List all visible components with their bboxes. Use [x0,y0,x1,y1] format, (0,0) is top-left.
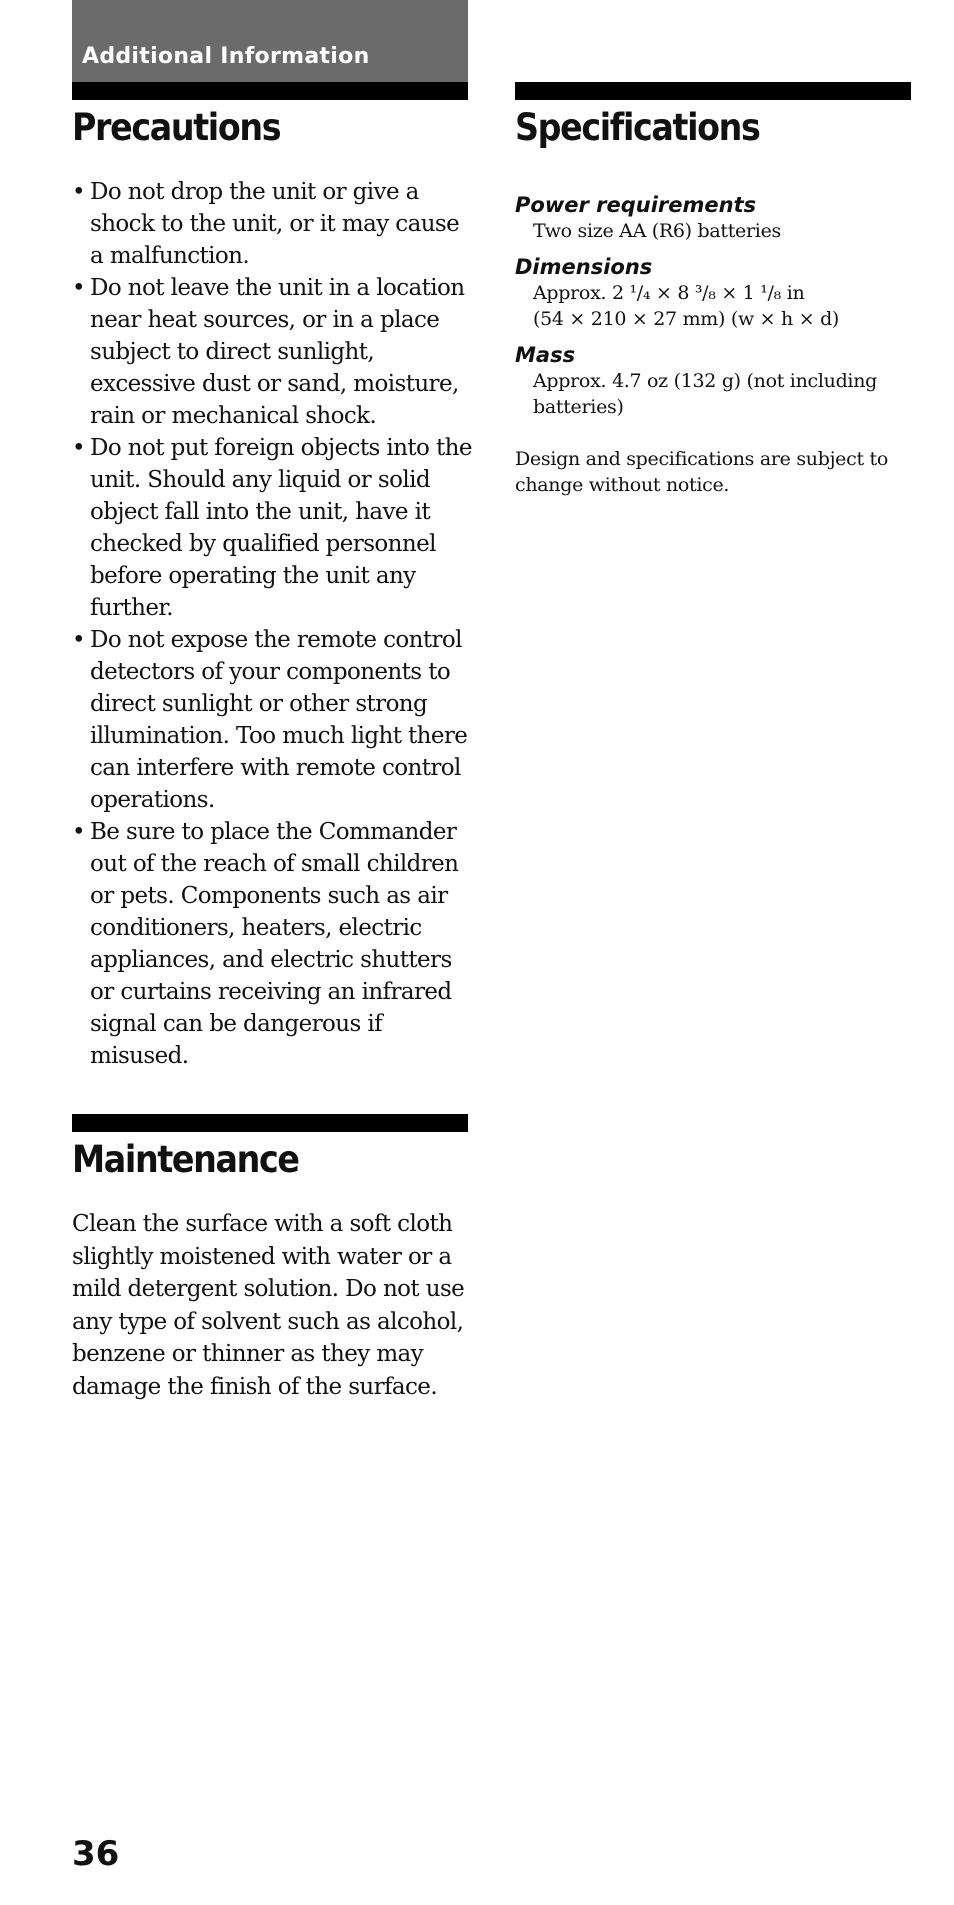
page-number: 36 [72,1834,120,1874]
section-tab [72,0,468,82]
specifications-section [515,106,915,150]
section-tab-label: Additional Information [82,44,370,69]
specifications-list [515,192,915,498]
precautions-list-wrap [72,176,472,1072]
precautions-list [72,176,472,1072]
list-item: • Do not expose the remote control detectors of your components to direct sunlight or other strong illumination. Too much light there can interfere with remote control operations. [72,624,472,816]
precautions-section [72,106,472,150]
power-label: Power requirements [515,193,757,217]
list-item: • Do not leave the unit in a location near heat sources, or in a place subject to direct sunlight, excessive dust or sand, moisture, rain or mechanical shock. [72,272,472,432]
maintenance-rule [72,1114,468,1132]
power-value: Two size AA (R6) batteries [533,220,781,242]
dimensions-label: Dimensions [515,255,653,279]
maintenance-body-wrap [72,1208,472,1403]
dimensions-value-line2: (54 × 210 × 27 mm) (w × h × d) [533,308,840,330]
dimensions-value-line1: Approx. 2 ¹/₄ × 8 ³/₈ × 1 ¹/₈ in [533,282,805,304]
list-item: • Do not drop the unit or give a shock to the unit, or it may cause a malfunction. [72,176,472,272]
specifications-rule [515,82,911,100]
dimensions-value [515,280,915,332]
specifications-note: Design and specifications are subject to change without notice. [515,448,889,496]
maintenance-section [72,1138,472,1182]
precautions-rule [72,82,468,100]
list-item: • Be sure to place the Commander out of the reach of small children or pets. Components such as air conditioners, heaters, electric appliances, and electric shutters or curtains receiving an infrared signal can be dangerous if misused. [72,816,472,1072]
mass-label: Mass [515,343,576,367]
maintenance-body: Clean the surface with a soft cloth slightly moistened with water or a mild detergent solution. Do not use any type of solvent such as alcohol, benzene or thinner as they may damage the finish of the surface. [72,1211,465,1400]
maintenance-title: Maintenance [72,1138,299,1181]
precautions-title: Precautions [72,106,281,149]
list-item: • Do not put foreign objects into the unit. Should any liquid or solid object fall into the unit, have it checked by qualified personnel before operating the unit any further. [72,432,472,624]
mass-value: Approx. 4.7 oz (132 g) (not including batteries) [533,370,878,418]
specifications-title: Specifications [515,106,760,149]
